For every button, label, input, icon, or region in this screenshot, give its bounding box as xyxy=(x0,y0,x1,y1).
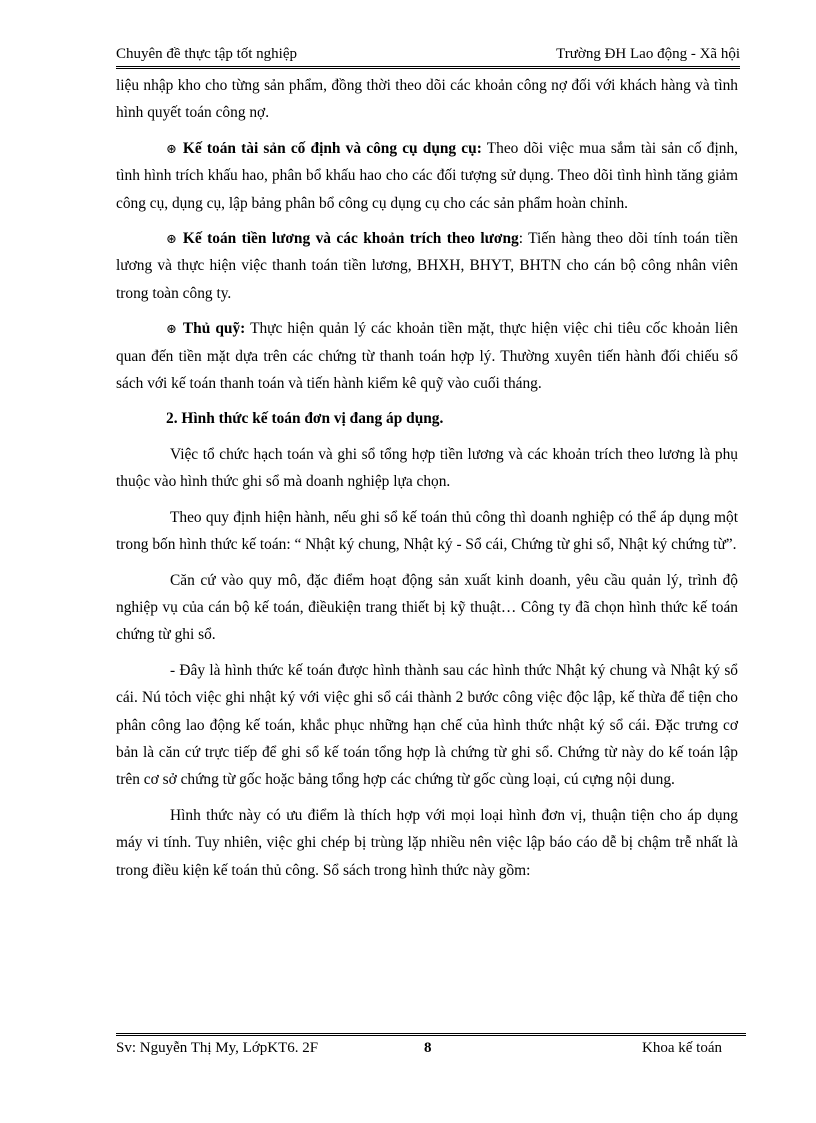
page-number: 8 xyxy=(424,1040,432,1056)
paragraph-6: Theo quy định hiện hành, nếu ghi sổ kế toán thủ công thì doanh nghiệp có thể áp dụng một trong bốn hình thức kế toán: “ Nhật ký chung, Nhật ký - Sổ cái, Chứng từ ghi sổ, Nhật ký chứng từ”. xyxy=(116,508,738,554)
paragraph-text: Theo dõi việc mua sắm tài sản cố định, tình hình trích khấu hao, phân bổ khấu hao cho các đối tượng sử dụng. Theo dõi tình hình tăng giảm công cụ, dụng cụ, lập bảng phân bổ công cụ dụng cụ cho các sản phẩm hoàn chỉnh. xyxy=(116,139,738,212)
section-heading: 2. Hình thức kế toán đơn vị đang áp dụng. xyxy=(166,410,444,428)
paragraph-9: Hình thức này có ưu điểm là thích hợp với mọi loại hình đơn vị, thuận tiện cho áp dụng máy vi tính. Tuy nhiên, việc ghi chép bị trùng lặp nhiều nên việc lập báo cáo dễ bị chậm trễ nhất là trong điều kiện kế toán thủ công. Sổ sách trong hình thức này gồm: xyxy=(116,806,738,879)
paragraph-fixed-assets xyxy=(116,135,738,217)
paragraph-1: liệu nhập kho cho từng sản phẩm, đồng thời theo dõi các khoản công nợ đối với khách hàng và tình hình quyết toán công nợ. xyxy=(116,77,738,122)
paragraph-salary xyxy=(116,225,738,307)
header-university: Trường ĐH Lao động - Xã hội xyxy=(556,46,740,62)
bullet-icon: ⊛ xyxy=(166,140,177,156)
paragraph-text: : Tiến hàng theo dõi tính toán tiền lương và thực hiện việc thanh toán tiền lương, BHXH, BHYT, BHTN cho cán bộ công nhân viên trong toàn công ty. xyxy=(116,230,738,302)
paragraph-bold-title: Kế toán tài sản cố định và công cụ dụng cụ: xyxy=(182,139,482,157)
document-body xyxy=(116,72,738,892)
paragraph-bold-title: Thủ quỹ: xyxy=(182,320,246,338)
footer-student: Sv: Nguyễn Thị My, LớpKT6. 2F xyxy=(116,1040,319,1056)
paragraph-bold-title: Kế toán tiền lương và các khoản trích theo lương xyxy=(182,230,519,248)
page-header xyxy=(116,46,740,69)
paragraph-text: Thực hiện quản lý các khoản tiền mặt, thực hiện việc chi tiêu cốc khoản liên quan đến tiền mặt dựa trên các chứng từ thanh toán hợp lý. Thường xuyên tiến hành đối chiếu sổ sách với kế toán thanh toán và tiến hành kiểm kê quỹ vào cuối tháng. xyxy=(116,320,738,393)
paragraph-5: Việc tổ chức hạch toán và ghi sổ tổng hợp tiền lương và các khoản trích theo lương là phụ thuộc vào hình thức ghi sổ mà doanh nghiệp lựa chọn. xyxy=(116,445,738,491)
bullet-icon: ⊛ xyxy=(166,321,177,337)
bullet-icon: ⊛ xyxy=(166,231,177,247)
paragraph-7: Căn cứ vào quy mô, đặc điểm hoạt động sản xuất kinh doanh, yêu cầu quản lý, trình độ nghiệp vụ của cán bộ kế toán, điềukiện trang thiết bị kỹ thuật… Công ty đã chọn hình thức kế toán chứng từ ghi sổ. xyxy=(116,571,738,644)
footer-department: Khoa kế toán xyxy=(642,1040,722,1056)
paragraph-treasurer xyxy=(116,315,738,397)
paragraph-8: - Đây là hình thức kế toán được hình thành sau các hình thức Nhật ký chung và Nhật ký sổ cái. Nú tỏch việc ghi nhật ký với việc ghi sổ cái thành 2 bước công việc độc lập, kế thừa để tiện cho phân công lao động kế toán, khắc phục những hạn chế của hình thức nhật ký sổ cái. Đặc trưng cơ bản là căn cứ trực tiếp để ghi sổ kế toán tổng hợp là chứng từ ghi sổ. Chứng từ này do kế toán lập trên cơ sở chứng từ gốc hoặc bảng tổng hợp các chứng từ gốc cùng loại, cú cựng nội dung. xyxy=(116,661,738,789)
header-topic: Chuyên đề thực tập tốt nghiệp xyxy=(116,46,298,62)
